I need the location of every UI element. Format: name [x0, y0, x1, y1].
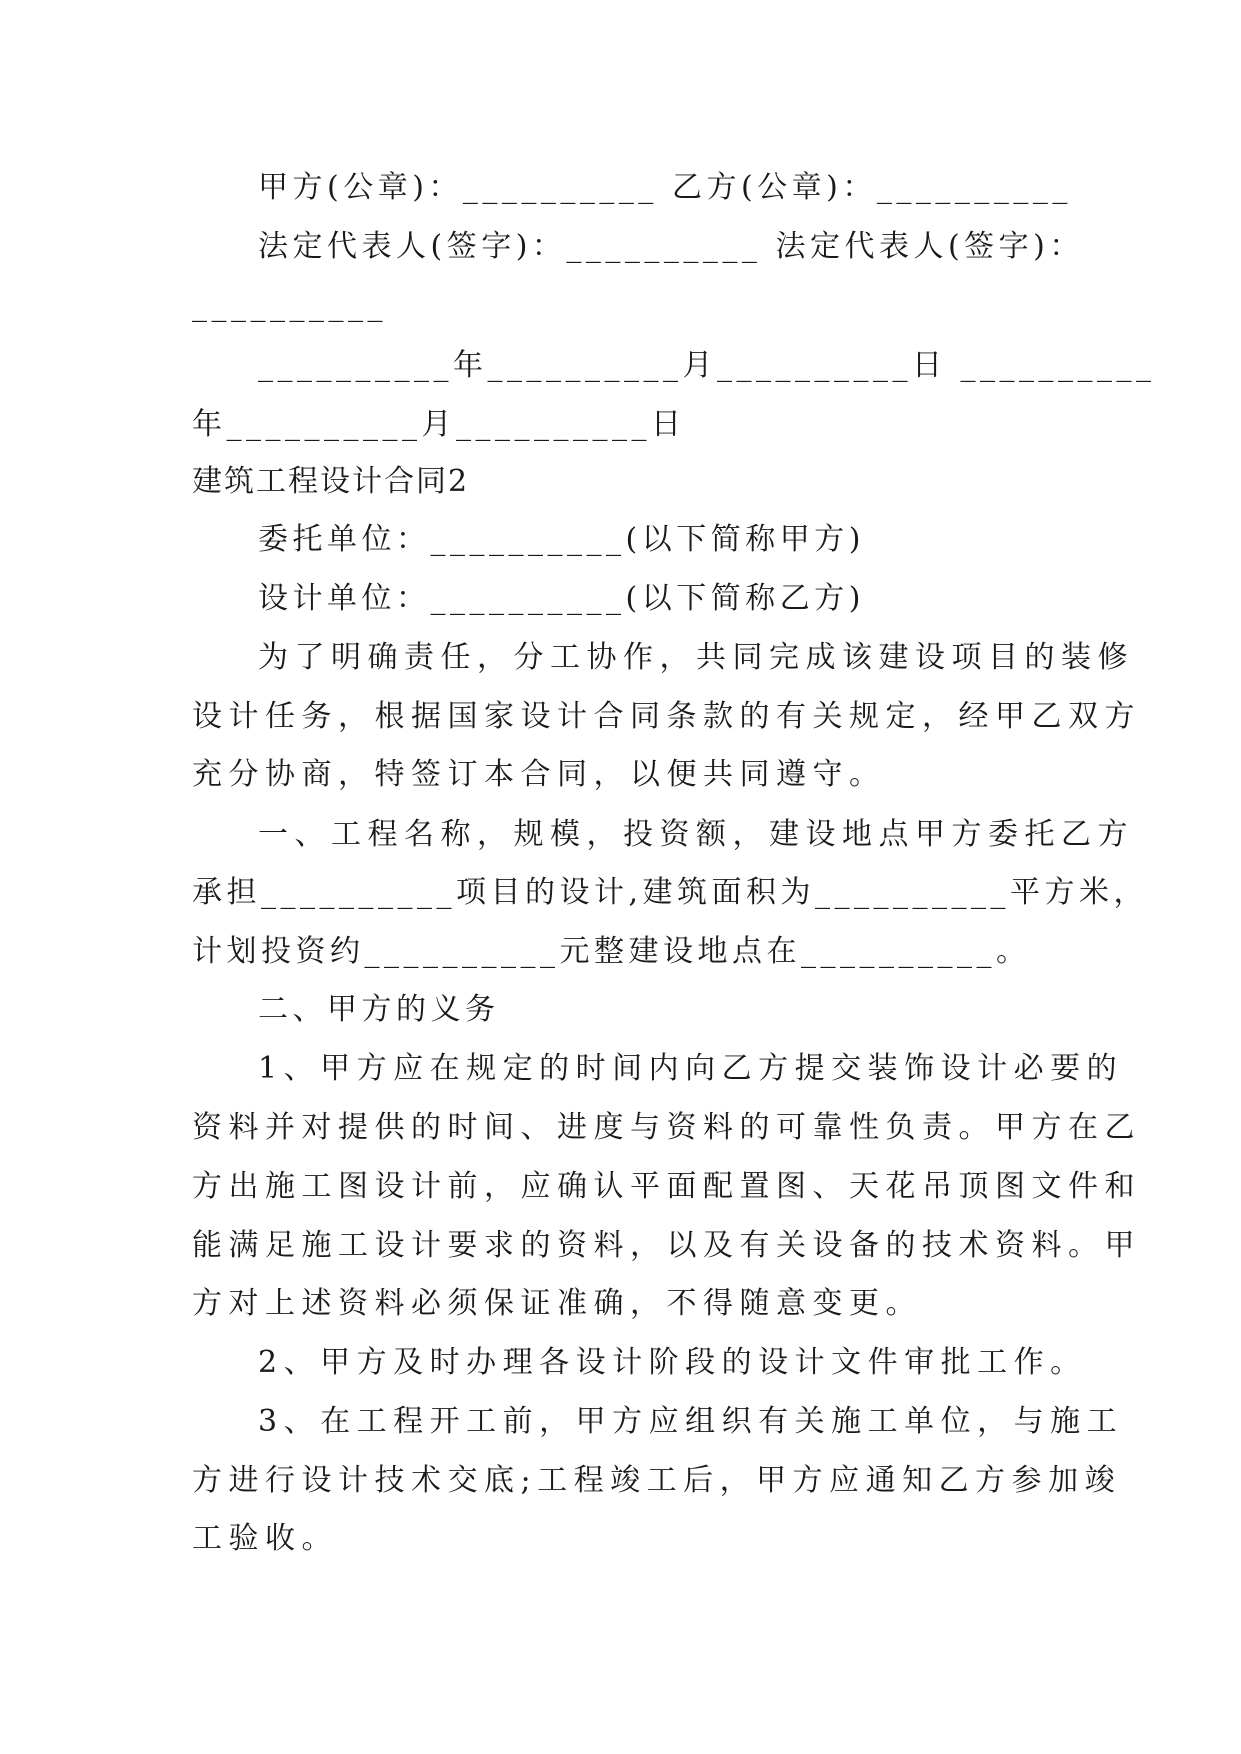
clause-1-line-2: 资料并对提供的时间、进度与资料的可靠性负责。甲方在乙	[192, 1110, 1141, 1145]
date-line-2: 年__________月__________日	[192, 407, 686, 442]
clause-3-line-3: 工验收。	[192, 1521, 338, 1556]
preamble-line-3: 充分协商，特签订本合同，以便共同遵守。	[192, 757, 886, 792]
clause-1-line-1: 1、甲方应在规定的时间内向乙方提交装饰设计必要的	[258, 1051, 1124, 1086]
date-line-1: __________年__________月__________日 __________	[258, 348, 1156, 383]
clause-2-line: 2、甲方及时办理各设计阶段的设计文件审批工作。	[258, 1345, 1087, 1380]
clause-1-line-3: 方出施工图设计前，应确认平面配置图、天花吊顶图文件和	[192, 1169, 1141, 1204]
signature-blank-continuation: __________	[192, 288, 387, 323]
clause-3-line-2: 方进行设计技术交底;工程竣工后，甲方应通知乙方参加竣	[192, 1463, 1122, 1498]
clause-1-line-4: 能满足施工设计要求的资料，以及有关设备的技术资料。甲	[192, 1228, 1141, 1263]
contract-title: 建筑工程设计合同2	[192, 464, 470, 499]
section-1-line-1: 一、工程名称，规模，投资额，建设地点甲方委托乙方	[258, 817, 1134, 852]
clause-3-line-1: 3、在工程开工前，甲方应组织有关施工单位，与施工	[258, 1404, 1124, 1439]
preamble-line-1: 为了明确责任，分工协作，共同完成该建设项目的装修	[258, 640, 1134, 675]
section-2-heading: 二、甲方的义务	[258, 992, 500, 1027]
signature-line-party-seals: 甲方(公章)：__________ 乙方(公章)：__________	[258, 170, 1072, 205]
client-unit-line: 委托单位：__________(以下简称甲方)	[258, 522, 865, 557]
design-unit-line: 设计单位：__________(以下简称乙方)	[258, 581, 865, 616]
preamble-line-2: 设计任务，根据国家设计合同条款的有关规定，经甲乙双方	[192, 699, 1141, 734]
signature-line-legal-representatives: 法定代表人(签字)：__________ 法定代表人(签字)：	[258, 229, 1084, 264]
clause-1-line-5: 方对上述资料必须保证准确，不得随意变更。	[192, 1286, 922, 1321]
section-1-line-3: 计划投资约__________元整建设地点在__________。	[192, 934, 1031, 969]
section-1-line-2: 承担__________项目的设计,建筑面积为__________平方米，	[192, 875, 1149, 910]
